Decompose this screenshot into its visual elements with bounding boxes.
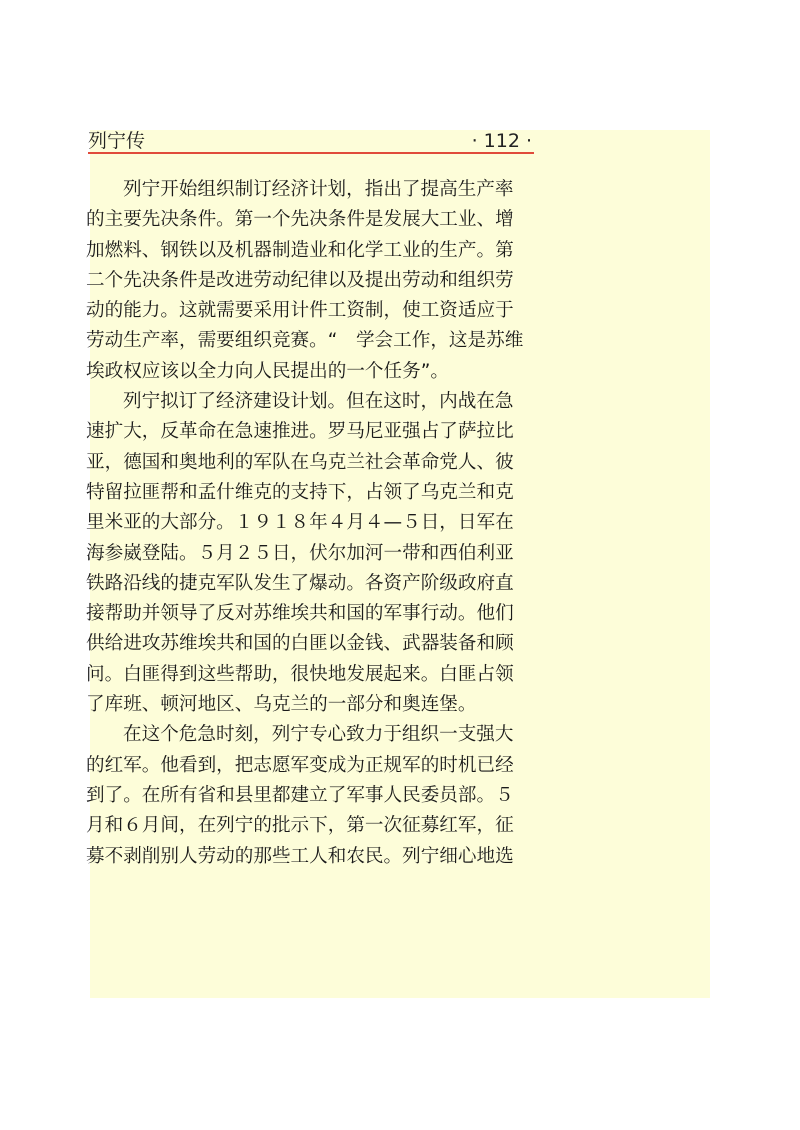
text-line: 到了。在所有省和县里都建立了军事人民委员部。５ — [86, 784, 514, 806]
text-line: 亚，德国和奥地利的军队在乌克兰社会革命党人、彼 — [86, 451, 514, 473]
book-title: 列宁传 — [88, 130, 146, 152]
text-line: 的红军。他看到，把志愿军变成为正规军的时机已经 — [86, 754, 514, 776]
text-line: 埃政权应该以全力向人民提出的一个任务”。 — [86, 360, 449, 382]
running-header — [88, 128, 532, 154]
body-text — [86, 175, 536, 872]
text-line: 加燃料、钢铁以及机器制造业和化学工业的生产。第 — [86, 239, 514, 261]
text-line: 供给进攻苏维埃共和国的白匪以金钱、武器装备和顾 — [86, 633, 514, 655]
text-line: 在这个危急时刻，列宁专心致力于组织一支强大 — [123, 724, 514, 746]
page-number: · 112 · — [471, 130, 532, 152]
text-line: 的主要先决条件。第一个先决条件是发展大工业、增 — [86, 209, 514, 231]
text-line: 月和６月间，在列宁的批示下，第一次征募红军，征 — [86, 815, 514, 837]
text-line: 动的能力。这就需要采用计件工资制，使工资适应于 — [86, 300, 514, 322]
text-line: 海参崴登陆。５月２５日，伏尔加河一带和西伯利亚 — [86, 542, 514, 564]
text-line: 接帮助并领导了反对苏维埃共和国的军事行动。他们 — [86, 603, 514, 625]
text-line: 里米亚的大部分。１９１８年４月４—５日，日军在 — [86, 512, 514, 534]
text-line: 列宁拟订了经济建设计划。但在这时，内战在急 — [123, 391, 514, 413]
text-line: 募不剥削别人劳动的那些工人和农民。列宁细心地选 — [86, 845, 514, 867]
text-line: 速扩大，反革命在急速推进。罗马尼亚强占了萨拉比 — [86, 421, 514, 443]
text-line: 劳动生产率，需要组织竞赛。“ 学会工作，这是苏维 — [86, 330, 524, 352]
text-line: 二个先决条件是改进劳动纪律以及提出劳动和组织劳 — [86, 269, 514, 291]
text-line: 列宁开始组织制订经济计划，指出了提高生产率 — [123, 179, 514, 200]
text-line: 了库班、顿河地区、乌克兰的一部分和奥连堡。 — [86, 694, 477, 716]
text-line: 铁路沿线的捷克军队发生了爆动。各资产阶级政府直 — [86, 572, 514, 594]
text-line: 特留拉匪帮和孟什维克的支持下，占领了乌克兰和克 — [86, 481, 514, 503]
header-rule — [88, 152, 534, 154]
text-line: 问。白匪得到这些帮助，很快地发展起来。白匪占领 — [86, 663, 514, 685]
